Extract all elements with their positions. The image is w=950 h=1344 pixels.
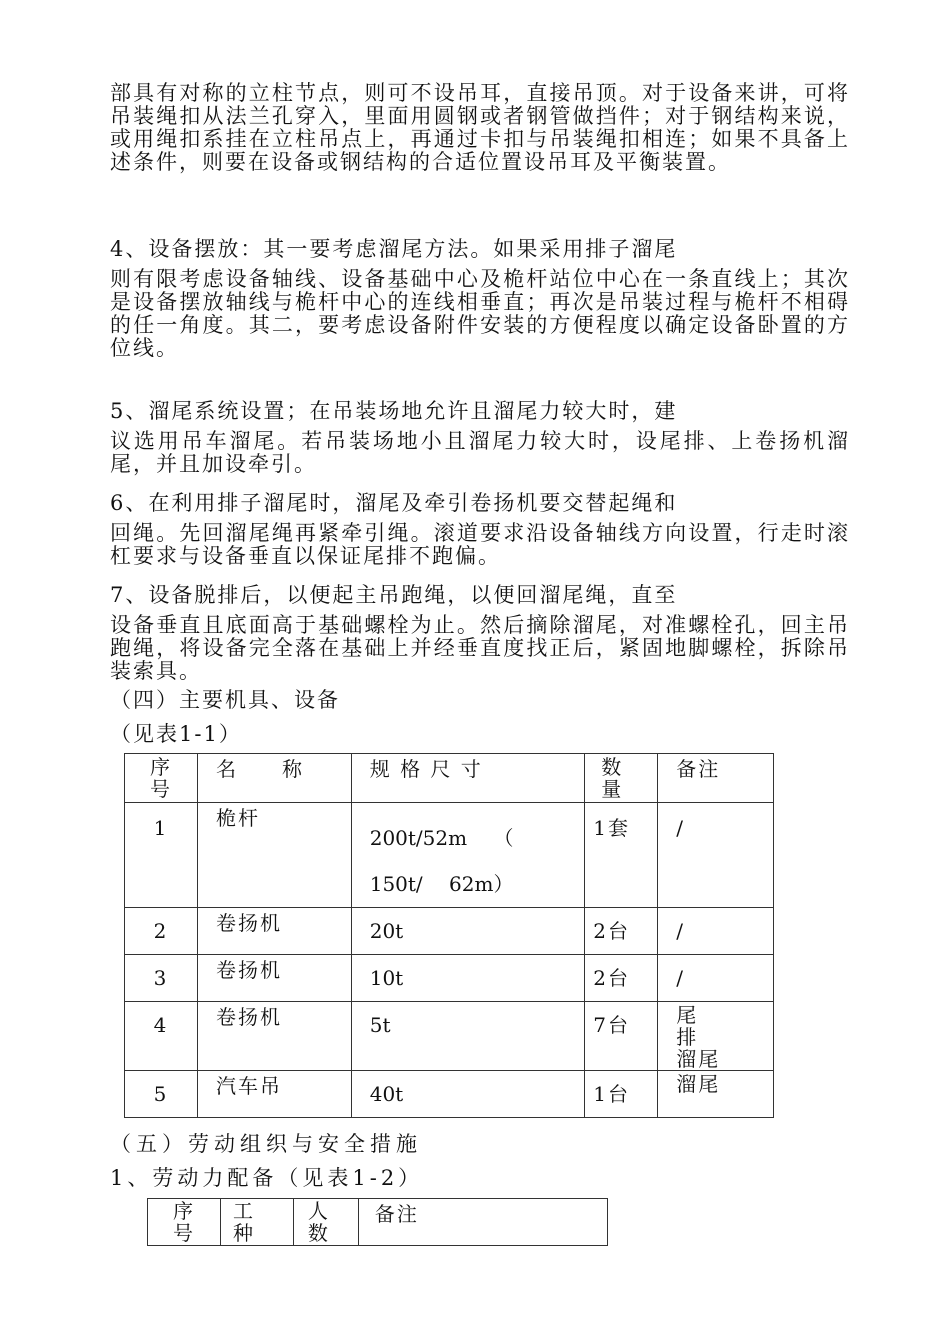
row-name: 卷扬机 — [215, 958, 282, 982]
row-spec: 40t — [369, 1082, 404, 1106]
header-spec: 规 格 尺 寸 — [369, 757, 483, 781]
table-row — [125, 1071, 774, 1118]
row-no: 5 — [153, 1082, 169, 1106]
row-no: 1 — [153, 816, 169, 840]
item-7-heading: 7、设备脱排后，以便起主吊跑绳，以便回溜尾绳，直至 — [110, 583, 678, 607]
table-row — [125, 1002, 774, 1071]
table-header-row — [148, 1199, 608, 1246]
row-qty: 1台 — [593, 1082, 631, 1106]
row-qty: 2台 — [593, 966, 631, 990]
header-qty: 数量 — [601, 755, 624, 801]
row-spec: 20t — [369, 919, 404, 943]
header-trade: 工种 — [232, 1199, 255, 1245]
row-name: 汽车吊 — [215, 1074, 282, 1098]
equipment-table — [124, 753, 774, 1118]
table-row — [125, 803, 774, 908]
item-6-heading: 6、在利用排子溜尾时，溜尾及牵引卷扬机要交替起绳和 — [110, 491, 678, 515]
paragraph-lifting-points: 部具有对称的立柱节点，则可不设吊耳，直接吊顶。对于设备来讲，可将吊装绳扣从法兰孔穿入，里面用圆钢或者钢管做挡件；对于钢结构来说，或用绳扣系挂在立柱吊点上，再通过卡扣与吊装绳扣相连；如果不具备上述条件，则要在设备或钢结构的合适位置设吊耳及平衡装置。 — [110, 81, 850, 174]
item-4-body: 则有限考虑设备轴线、设备基础中心及桅杆站位中心在一条直线上；其次是设备摆放轴线与桅杆中心的连线相垂直；再次是吊装过程与桅杆不相碍的任一角度。其二，要考虑设备附件安装的方便程度以确定设备卧置的方位线。 — [110, 267, 850, 360]
table-1-1-reference: （见表1-1） — [110, 722, 242, 746]
item-6-body: 回绳。先回溜尾绳再紧牵引绳。滚道要求沿设备轴线方向设置，行走时滚杠要求与设备垂直以保证尾排不跑偏。 — [110, 521, 850, 568]
row-name: 卷扬机 — [215, 911, 282, 935]
row-spec: 5t — [369, 1013, 391, 1037]
row-name: 卷扬机 — [215, 1005, 282, 1029]
header-no: 序号 — [149, 755, 172, 801]
row-note: 尾 排 溜尾 — [676, 1003, 721, 1071]
header-no: 序号 — [172, 1199, 195, 1245]
row-qty: 2台 — [593, 919, 631, 943]
table-row — [125, 955, 774, 1002]
row-no: 4 — [153, 1013, 169, 1037]
row-no: 3 — [153, 966, 169, 990]
item-7-body: 设备垂直且底面高于基础螺栓为止。然后摘除溜尾，对准螺栓孔，回主吊跑绳，将设备完全落在基础上并经垂直度找正后，紧固地脚螺栓，拆除吊装索具。 — [110, 613, 850, 683]
item-4-heading: 4、设备摆放：其一要考虑溜尾方法。如果采用排子溜尾 — [110, 237, 678, 261]
section-4-title: （四）主要机具、设备 — [110, 688, 340, 712]
section-5-title: （五）劳动组织与安全措施 — [110, 1132, 422, 1156]
table-header-row — [125, 754, 774, 803]
row-qty: 1套 — [593, 816, 631, 840]
header-note: 备注 — [676, 757, 721, 781]
table-row — [125, 908, 774, 955]
header-name: 名 称 — [215, 757, 304, 781]
row-no: 2 — [153, 919, 169, 943]
item-5-body: 议选用吊车溜尾。若吊装场地小且溜尾力较大时，设尾排、上卷扬机溜尾，并且加设牵引。 — [110, 429, 850, 476]
header-headcount: 人数 — [307, 1199, 330, 1245]
row-spec: 200t/52m （ 150t/ 62m） — [369, 826, 514, 896]
row-qty: 7台 — [593, 1013, 631, 1037]
item-5-heading: 5、溜尾系统设置；在吊装场地允许且溜尾力较大时，建 — [110, 399, 678, 423]
labor-table — [147, 1198, 608, 1246]
row-note: 溜尾 — [676, 1072, 721, 1096]
row-note: / — [676, 816, 685, 840]
row-name: 桅杆 — [215, 806, 260, 830]
labor-allocation-heading: 1、劳动力配备（见表1-2） — [110, 1166, 424, 1190]
header-note: 备注 — [374, 1202, 419, 1226]
row-note: / — [676, 919, 685, 943]
row-spec: 10t — [369, 966, 404, 990]
row-note: / — [676, 966, 685, 990]
